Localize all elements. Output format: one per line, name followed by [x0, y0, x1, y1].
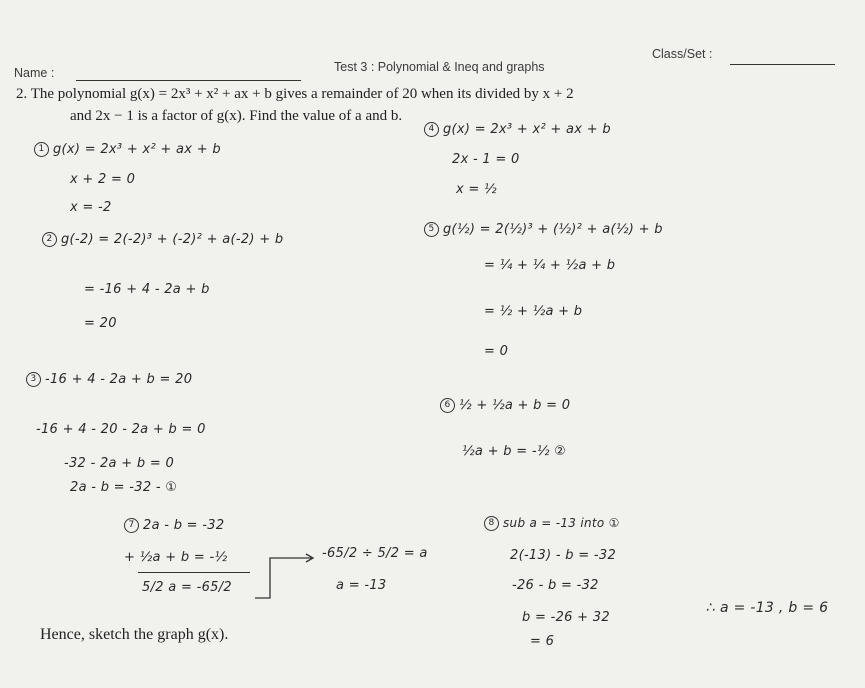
work-text: -16 + 4 - 20 - 2a + b = 0 [36, 422, 206, 437]
work-text: g(x) = 2x³ + x² + ax + b [53, 142, 221, 157]
work-text: = 20 [84, 316, 117, 331]
name-underline [76, 80, 301, 81]
work-left-line [70, 172, 135, 187]
work-text: = 6 [530, 634, 555, 649]
arrow-bracket [250, 550, 320, 602]
work-right-line [484, 304, 582, 319]
work-right-line [440, 398, 570, 413]
work-text: 2a - b = -32 - ① [70, 480, 178, 495]
work-left-line [142, 580, 232, 595]
work-text: -16 + 4 - 2a + b = 20 [45, 372, 193, 387]
step-number: 2 [42, 232, 57, 247]
work-text: 2x - 1 = 0 [452, 152, 520, 167]
work-text: g(-2) = 2(-2)³ + (-2)² + a(-2) + b [61, 232, 284, 247]
work-right-line [510, 548, 616, 563]
work-right-line [512, 578, 599, 593]
work-left-line [36, 422, 206, 437]
work-right-line [484, 516, 620, 531]
work-left-line [84, 316, 117, 331]
class-label: Class/Set : [652, 47, 713, 61]
work-left-line [64, 456, 174, 471]
question-footer: Hence, sketch the graph g(x). [40, 626, 229, 643]
work-text: + ½a + b = -½ [124, 550, 228, 565]
work-text: g(½) = 2(½)³ + (½)² + a(½) + b [443, 222, 663, 237]
work-text: -65/2 ÷ 5/2 = a [322, 546, 428, 561]
question-line-2: and 2x − 1 is a factor of g(x). Find the value of a and b. [70, 108, 403, 124]
work-text: -26 - b = -32 [512, 578, 599, 593]
step-number: 7 [124, 518, 139, 533]
work-text: sub a = -13 into ① [503, 516, 620, 530]
work-text: -32 - 2a + b = 0 [64, 456, 175, 471]
work-text: b = -26 + 32 [522, 610, 610, 625]
work-right-line [456, 182, 497, 197]
work-right-line [522, 610, 610, 625]
step-number: 5 [424, 222, 439, 237]
work-text: ½a + b = -½ ② [462, 444, 567, 459]
step-number: 1 [34, 142, 49, 157]
work-right-line [424, 222, 663, 237]
step-number: 4 [424, 122, 439, 137]
work-text: a = -13 [336, 578, 387, 593]
work-text: 2(-13) - b = -32 [510, 548, 617, 563]
work-left-line [70, 480, 177, 495]
test-title: Test 3 : Polynomial & Ineq and graphs [334, 60, 545, 74]
work-text: = ½ + ½a + b [484, 304, 583, 319]
name-label: Name : [14, 66, 55, 80]
final-answer: ∴ a = -13 , b = 6 [706, 600, 829, 616]
question-line-1: 2. The polynomial g(x) = 2x³ + x² + ax + b gives a remainder of 20 when its divided by x + 2 [16, 86, 574, 102]
work-text: = ¼ + ¼ + ½a + b [484, 258, 616, 273]
work-text: ½ + ½a + b = 0 [459, 398, 571, 413]
work-text: x = -2 [70, 200, 112, 215]
work-left-line [42, 232, 283, 247]
work-text: x = ½ [456, 182, 497, 197]
work-right-line [452, 152, 520, 167]
work-text: = 0 [484, 344, 509, 359]
work-right-line [530, 634, 554, 649]
work-text: 2a - b = -32 [143, 518, 225, 533]
work-text: = -16 + 4 - 2a + b [84, 282, 210, 297]
work-text: 5/2 a = -65/2 [142, 580, 232, 595]
work-right-line [484, 258, 615, 273]
work-left-line [26, 372, 192, 387]
work-left-line [124, 550, 227, 565]
work-left-line [84, 282, 210, 297]
work-middle-line [322, 546, 428, 561]
step-number: 6 [440, 398, 455, 413]
step-number: 8 [484, 516, 499, 531]
class-underline [730, 64, 835, 65]
work-left-line [34, 142, 221, 157]
step-number: 3 [26, 372, 41, 387]
work-text: g(x) = 2x³ + x² + ax + b [443, 122, 611, 137]
work-right-line [462, 444, 566, 459]
work-left-line [124, 518, 224, 533]
work-right-line [424, 122, 611, 137]
work-middle-line [336, 578, 386, 593]
work-left-line [70, 200, 112, 215]
work-right-line [484, 344, 508, 359]
work-text: x + 2 = 0 [70, 172, 136, 187]
addition-rule [138, 572, 250, 573]
